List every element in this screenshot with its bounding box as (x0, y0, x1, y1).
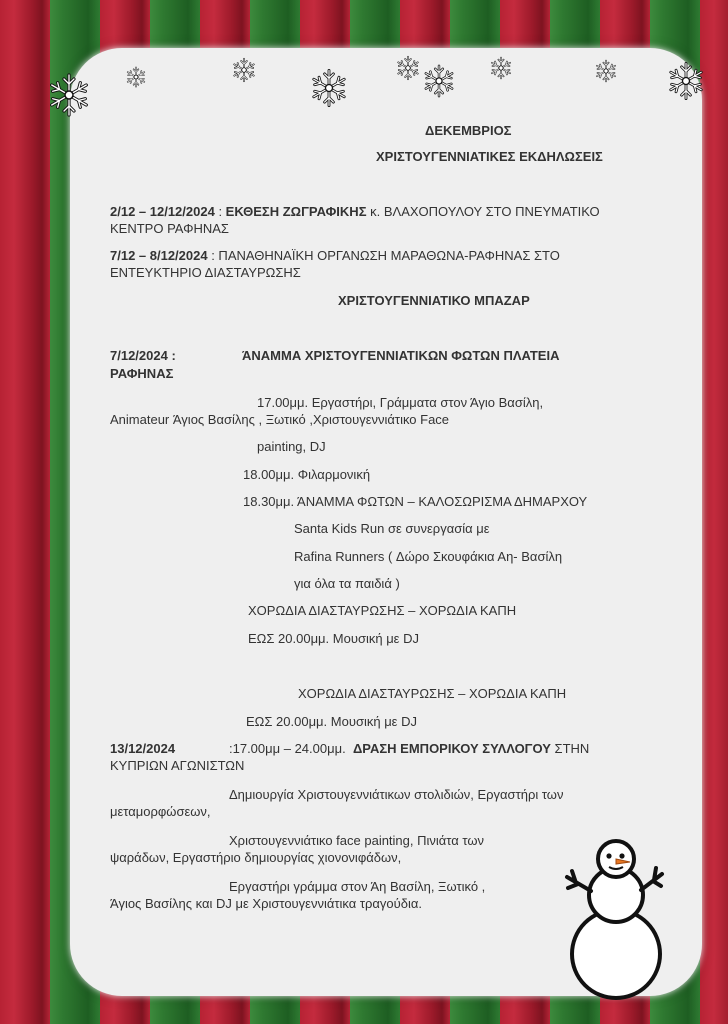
snowflake-icon (664, 59, 708, 103)
event-4-line2: ΚΥΠΡΙΩΝ ΑΓΩΝΙΣΤΩΝ (110, 758, 245, 773)
event-1-line2: ΚΕΝΤΡΟ ΡΑΦΗΝΑΣ (110, 221, 229, 236)
event-4-detail: Εργαστήρι γράμμα στον Άη Βασίλη, Ξωτικό , (229, 879, 486, 894)
event-3-detail: painting, DJ (257, 439, 326, 454)
event-3-detail: Santa Kids Run σε συνεργασία με (294, 521, 490, 536)
event-3-detail: 18.30μμ. ΆΝΑΜΜΑ ΦΩΤΩΝ – ΚΑΛΟΣΩΡΙΣΜΑ ΔΗΜΑΡΧΟΥ (243, 494, 588, 509)
snowman-illustration (558, 838, 678, 1004)
snowflake-icon (394, 54, 422, 82)
event-3-detail: ΕΩΣ 20.00μμ. Μουσική με DJ (248, 631, 419, 646)
snowflake-icon (230, 56, 258, 84)
page-title: ΧΡΙΣΤΟΥΓΕΝΝΙΑΤΙΚΕΣ ΕΚΔΗΛΩΣΕΙΣ (376, 149, 603, 164)
snowflake-icon (420, 62, 458, 100)
event-4-date: 13/12/2024 (110, 741, 176, 756)
snowflake-icon (593, 58, 619, 84)
event-1-date: 2/12 – 12/12/2024 (110, 204, 215, 219)
event-2-line2: ΕΝΤΕΥΚΤΗΡΙΟ ΔΙΑΣΤΑΥΡΩΣΗΣ (110, 265, 301, 280)
snowflake-icon (124, 65, 148, 89)
event-4-line: :17.00μμ – 24.00μμ. ΔΡΑΣΗ ΕΜΠΟΡΙΚΟΥ ΣΥΛΛΟΓΟΥ ΣΤΗΝ (229, 741, 590, 756)
event-4-detail: Δημιουργία Χριστουγεννιάτικων στολιδιών, Εργαστήρι των (229, 787, 564, 802)
event-4-detail: Χριστουγεννιάτικο face painting, Πινιάτα των (229, 833, 484, 848)
snowflake-icon (307, 66, 351, 110)
event-3-detail: 17.00μμ. Εργαστήρι, Γράμματα στον Άγιο Βασίλη, (257, 395, 544, 410)
event-3-detail: 18.00μμ. Φιλαρμονική (243, 467, 371, 482)
month-heading: ΔΕΚΕΜΒΡΙΟΣ (425, 123, 512, 138)
event-4-detail: Άγιος Βασίλης και DJ με Χριστουγεννιάτικα τραγούδια. (110, 896, 422, 911)
event-3-detail: ΕΩΣ 20.00μμ. Μουσική με DJ (246, 714, 417, 729)
event-3-detail: ΧΟΡΩΔΙΑ ΔΙΑΣΤΑΥΡΩΣΗΣ – ΧΟΡΩΔΙΑ ΚΑΠΗ (248, 603, 517, 618)
event-4-name: ΔΡΑΣΗ ΕΜΠΟΡΙΚΟΥ ΣΥΛΛΟΓΟΥ (352, 741, 551, 756)
event-3-detail: για όλα τα παιδιά ) (294, 576, 400, 591)
event-3-name2: ΡΑΦΗΝΑΣ (110, 366, 174, 381)
event-3-detail: Animateur Άγιος Βασίλης , Ξωτικό ,Χριστουγεννιάτικο Face (110, 412, 450, 427)
event-1-name: ΕΚΘΕΣΗ ΖΩΓΡΑΦΙΚΗΣ (225, 204, 367, 219)
event-2-date: 7/12 – 8/12/2024 (110, 248, 208, 263)
event-4-detail: ψαράδων, Εργαστήριο δημιουργίας χιονονιφάδων, (110, 850, 402, 865)
event-2-line: 7/12 – 8/12/2024 : ΠΑΝΑΘΗΝΑΪΚΗ ΟΡΓΑΝΩΣΗ ΜΑΡΑΘΩΝΑ-ΡΑΦΗΝΑΣ ΣΤΟ (110, 248, 560, 263)
event-1-line: 2/12 – 12/12/2024 : ΕΚΘΕΣΗ ΖΩΓΡΑΦΙΚΗΣ κ. ΒΛΑΧΟΠΟΥΛΟΥ ΣΤΟ ΠΝΕΥΜΑΤΙΚΟ (110, 204, 600, 219)
event-3-detail: ΧΟΡΩΔΙΑ ΔΙΑΣΤΑΥΡΩΣΗΣ – ΧΟΡΩΔΙΑ ΚΑΠΗ (298, 686, 567, 701)
bazaar-heading: ΧΡΙΣΤΟΥΓΕΝΝΙΑΤΙΚΟ ΜΠΑΖΑΡ (338, 293, 530, 308)
event-4-time: :17.00μμ – 24.00μμ. (229, 741, 346, 756)
event-4-detail: μεταμορφώσεων, (110, 804, 211, 819)
event-3-name: ΆΝΑΜΜΑ ΧΡΙΣΤΟΥΓΕΝΝΙΑΤΙΚΩΝ ΦΩΤΩΝ ΠΛΑΤΕΙΑ (242, 348, 560, 363)
event-3-detail: Rafina Runners ( Δώρο Σκουφάκια Αη- Βασίλη (294, 549, 563, 564)
snowflake-icon (488, 55, 514, 81)
snowflake-icon (44, 70, 94, 120)
event-3-date: 7/12/2024 : (110, 348, 176, 363)
